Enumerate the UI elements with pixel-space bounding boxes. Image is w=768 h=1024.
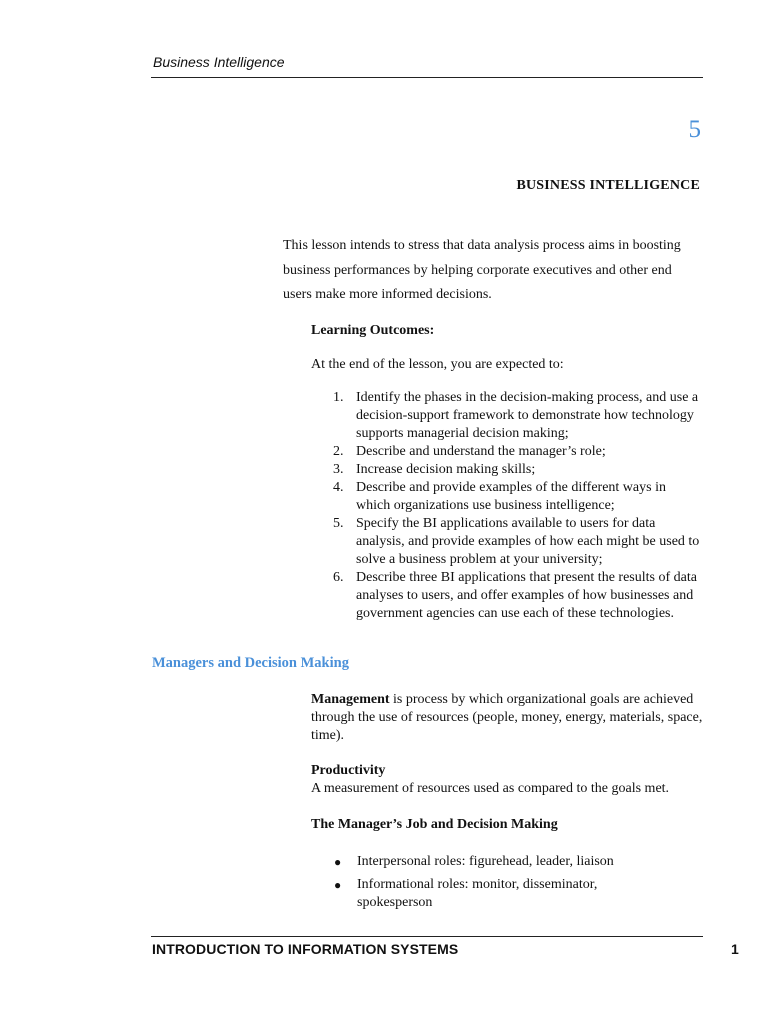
chapter-number: 5 (688, 116, 701, 143)
outcome-number: 3. (333, 462, 344, 477)
outcome-text: Increase decision making skills; (356, 462, 536, 477)
list-item (333, 853, 663, 871)
outcome-item (333, 461, 703, 479)
footer-divider (151, 936, 703, 937)
outcome-text: Describe and understand the manager’s role; (356, 444, 606, 459)
header-divider (151, 77, 703, 78)
chapter-title: BUSINESS INTELLIGENCE (516, 178, 700, 193)
learning-outcomes-intro: At the end of the lesson, you are expected to: (311, 357, 564, 372)
outcome-text: Describe three BI applications that present the results of data analyses to users, and offer examples of how businesses and government agencies can use each of these technologies. (356, 570, 697, 621)
outcome-text: Specify the BI applications available to users for data analysis, and provide examples of how each might be used to solve a business problem at your university; (356, 516, 700, 567)
productivity-heading: Productivity (311, 763, 386, 778)
page-number: 1 (731, 941, 739, 957)
outcome-number: 6. (333, 570, 344, 585)
manager-roles-list (333, 853, 663, 917)
role-text: Informational roles: monitor, disseminator, spokesperson (357, 877, 598, 910)
learning-outcomes-heading: Learning Outcomes: (311, 323, 435, 338)
section-heading: Managers and Decision Making (152, 655, 349, 671)
outcome-item (333, 515, 703, 569)
management-term: Management (311, 692, 390, 707)
bullet-icon: ● (334, 878, 342, 892)
running-header-title: Business Intelligence (153, 54, 285, 70)
outcome-number: 1. (333, 390, 344, 405)
bullet-icon: ● (334, 855, 342, 869)
learning-outcomes-list (333, 389, 703, 623)
intro-paragraph: This lesson intends to stress that data analysis process aims in boosting business performances by helping corporate executives and other end users make more informed decisions. (283, 238, 681, 302)
role-text: Interpersonal roles: figurehead, leader, liaison (357, 854, 614, 869)
outcome-number: 2. (333, 444, 344, 459)
managers-job-heading: The Manager’s Job and Decision Making (311, 817, 558, 832)
outcome-item (333, 443, 703, 461)
list-item (333, 876, 663, 912)
footer-course-title: INTRODUCTION TO INFORMATION SYSTEMS (152, 941, 459, 957)
outcome-text: Identify the phases in the decision-making process, and use a decision-support framework to demonstrate how technology supports managerial decision making; (356, 390, 699, 441)
productivity-definition: A measurement of resources used as compared to the goals met. (311, 781, 670, 796)
outcome-number: 4. (333, 480, 344, 495)
outcome-item (333, 389, 703, 443)
management-definition: is process by which organizational goals are achieved through the use of resources (people, money, energy, materials, space, time). (311, 692, 703, 743)
management-definition-paragraph (311, 691, 703, 745)
outcome-item (333, 569, 703, 623)
outcome-number: 5. (333, 516, 344, 531)
outcome-item (333, 479, 703, 515)
outcome-text: Describe and provide examples of the different ways in which organizations use business intelligence; (356, 480, 666, 513)
